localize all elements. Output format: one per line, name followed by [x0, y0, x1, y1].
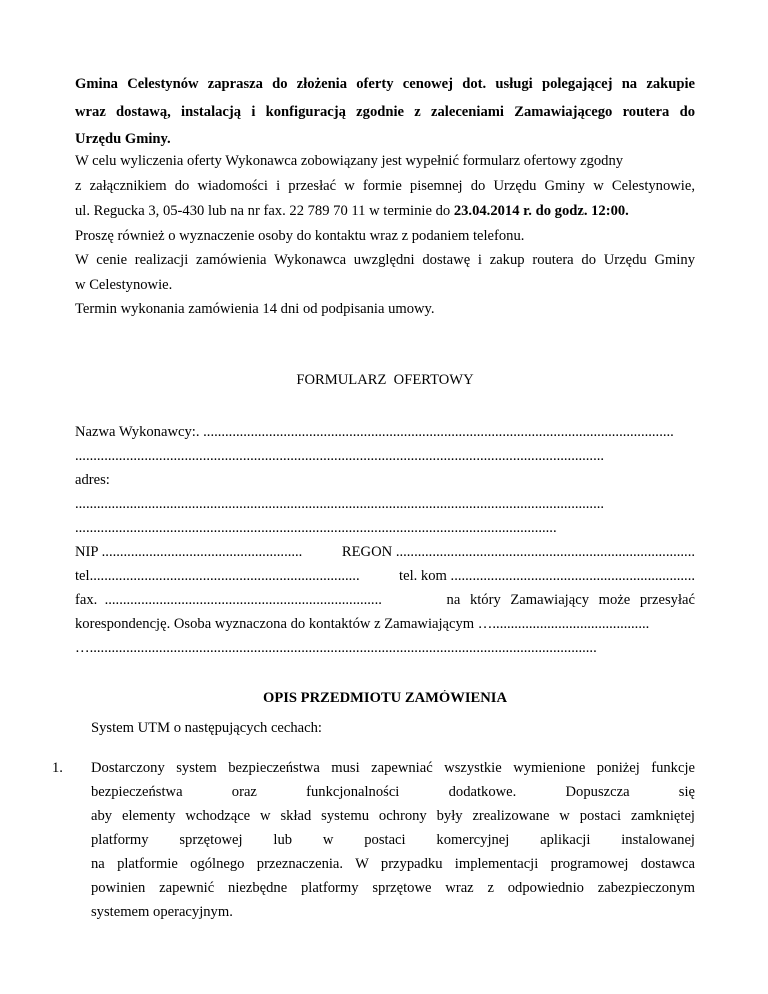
nip-dots: .......................................................: [101, 544, 303, 560]
item-1-line-3: aby elementy wchodzące w skład systemu ochrony były zrealizowane w postaci zamkniętej: [91, 808, 695, 824]
section-title: OPIS PRZEDMIOTU ZAMÓWIENIA: [262, 690, 508, 706]
contractor-name-label: Nazwa Wykonawcy:.: [75, 424, 200, 440]
item-1-number: 1.: [52, 760, 63, 776]
item-1-line-2: bezpieczeństwa oraz funkcjonalności dodatkowe. Dopuszcza się: [91, 784, 695, 800]
fax-dots: ............................................................................: [104, 592, 382, 608]
contractor-name-dots: .................................................................................................................................: [203, 424, 674, 440]
item-1-line-6: powinien zapewnić niezbędne platformy sprzętowe wraz z odpowiednio zabezpieczonym: [91, 880, 695, 896]
address-dots-1: .................................................................................................................................................: [75, 496, 605, 512]
contractor-name-row: [75, 424, 695, 441]
item-1-line-4: platformy sprzętowej lub w postaci komercyjnej aplikacji instalowanej: [91, 832, 695, 848]
tel-row: [75, 568, 695, 585]
paragraph1-line-2: z załącznikiem do wiadomości i przesłać w formie pisemnej do Urzędu Gminy w Celestynowie,: [75, 178, 695, 194]
item-1-line-5: na platformie ogólnego przeznaczenia. W przypadku implementacji programowej dostawca: [91, 856, 695, 872]
paragraph3-line-1: W cenie realizacji zamówienia Wykonawca uwzględni dostawę i zakup routera do Urzędu Gminy: [75, 252, 695, 268]
contact-line-2: …...........................................................................................................................................: [75, 640, 597, 656]
paragraph3-line-2: w Celestynowie.: [75, 277, 173, 293]
intro-line-3: Urzędu Gminy.: [75, 131, 171, 147]
address-label: adres:: [75, 472, 110, 488]
paragraph1-line-3: [75, 203, 695, 220]
address-dots-2: ....................................................................................................................................: [75, 520, 557, 536]
item-1-line-1: Dostarczony system bezpieczeństwa musi zapewniać wszystkie wymienione poniżej funkcje: [91, 760, 695, 776]
tel-kom-label: tel. kom: [399, 568, 447, 584]
deadline-date: 23.04.2014 r. do godz. 12:00.: [453, 203, 629, 219]
regon-dots: ..................................................................................: [395, 544, 695, 560]
contact-line-1: korespondencję. Osoba wyznaczona do kontaktów z Zamawiającym …...........................................: [75, 616, 650, 632]
fax-label: fax.: [75, 592, 98, 608]
item-1-line-7: systemem operacyjnym.: [91, 904, 233, 920]
tel-label: tel.: [75, 568, 94, 584]
nip-label: NIP: [75, 544, 98, 560]
fax-text: na który Zamawiający może przesyłać: [446, 592, 695, 608]
tel-kom-dots: ...................................................................: [450, 568, 695, 584]
system-intro: System UTM o następujących cechach:: [91, 720, 322, 736]
paragraph4: Termin wykonania zamówienia 14 dni od podpisania umowy.: [75, 301, 435, 317]
tel-dots: .........................................................................: [93, 568, 360, 584]
regon-label: REGON: [341, 544, 393, 560]
contractor-name-dots-2: .................................................................................................................................................: [75, 448, 605, 464]
intro-line-2: wraz dostawą, instalacją i konfiguracją zgodnie z zaleceniami Zamawiającego routera do: [75, 104, 695, 120]
paragraph2: Proszę również o wyznaczenie osoby do kontaktu wraz z podaniem telefonu.: [75, 228, 525, 244]
form-title: FORMULARZ OFERTOWY: [296, 372, 474, 388]
paragraph1-line-1: W celu wyliczenia oferty Wykonawca zobowiązany jest wypełnić formularz ofertowy zgodny: [75, 153, 624, 169]
intro-line-1: Gmina Celestynów zaprasza do złożenia oferty cenowej dot. usługi polegającej na zakupie: [75, 76, 695, 92]
fax-row: [75, 592, 695, 609]
nip-regon-row: [75, 544, 695, 561]
paragraph1-line-3-text: ul. Regucka 3, 05-430 lub na nr fax. 22 789 70 11 w terminie do: [75, 203, 454, 219]
